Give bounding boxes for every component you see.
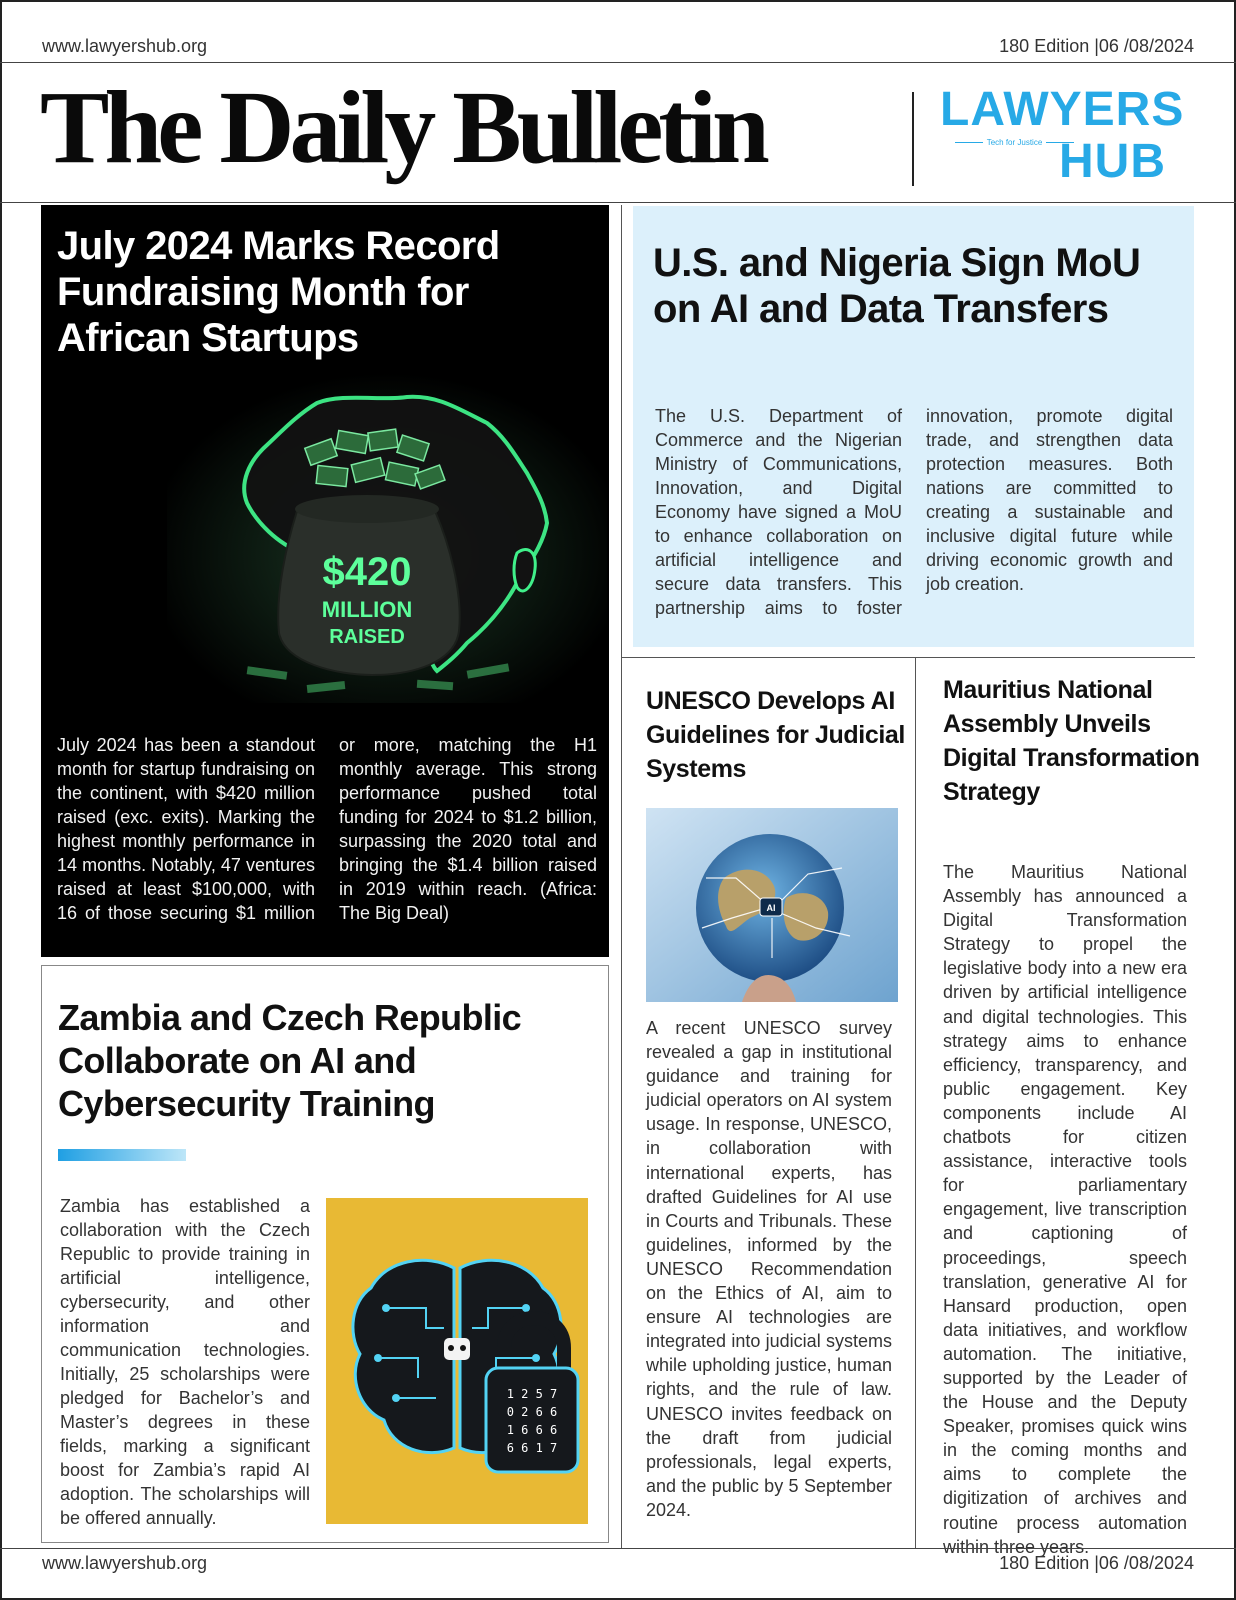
image-raised-text: RAISED: [329, 626, 405, 648]
lock-digits-row-4: 6 6 1 7: [506, 1441, 558, 1455]
article-headline: U.S. and Nigeria Sign MoU on AI and Data Transfers: [653, 241, 1141, 331]
article-headline: UNESCO Develops AI Guidelines for Judicial Systems: [646, 687, 905, 783]
globe-ai-chip-text: AI: [766, 903, 776, 913]
article-headline: Mauritius National Assembly Unveils Digital Transformation Strategy: [943, 676, 1200, 806]
column-divider-main: [621, 205, 622, 1548]
lock-digits-row-3: 1 6 6 6: [506, 1423, 558, 1437]
article-body: A recent UNESCO survey revealed a gap in institutional guidance and training for judicial operators on AI system usage. In response, UNESCO, in collaboration with international experts, has drafted Guidelines for AI use in Courts and Tribunals. These guidelines, informed by the UNESCO Recommendation on the Ethics of AI, aim to ensure AI technologies are integrated into judicial systems while upholding justice, human rights, and the rule of law. UNESCO invites feedback on the draft from judicial professionals, legal experts, and the public by 5 September 2024.: [646, 1018, 892, 1520]
footer-rule: [0, 1548, 1236, 1549]
article-july-fundraising: [41, 205, 609, 957]
section-divider-right: [621, 657, 1195, 658]
footer-edition: 180 Edition |06 /08/2024: [999, 1553, 1194, 1573]
footer-website-link[interactable]: www.lawyershub.org: [42, 1553, 208, 1573]
ai-brain-lock-image: [326, 1198, 588, 1524]
logo-tagline: Tech for Justice: [942, 138, 1087, 147]
footer-info-bar: [42, 1553, 1194, 1579]
lock-digits-row-2: 0 2 6 6: [506, 1405, 558, 1419]
masthead-title: The Daily Bulletin: [40, 70, 765, 185]
article-us-nigeria-mou: [633, 206, 1194, 647]
lawyers-hub-logo: [940, 83, 1185, 188]
article-zambia-czech: [41, 965, 609, 1543]
top-info-bar: [42, 36, 1194, 62]
header-edition: 180 Edition |06 /08/2024: [999, 36, 1194, 56]
masthead-rule: [0, 202, 1236, 203]
article-headline: July 2024 Marks Record Fundraising Month for African Startups: [57, 224, 500, 360]
article-headline: Zambia and Czech Republic Collaborate on AI and Cybersecurity Training: [58, 997, 522, 1124]
image-amount-text: $420: [322, 550, 412, 594]
article-body: The U.S. Department of Commerce and the Nigerian Ministry of Communications, Innovation, and Digital Economy have signed a MoU to enhance collaboration on artificial intelligence and secure data transfers. This partnership aims to foster innovation, promote digital trade, and strengthen data protection measures. Both nations are committed to creating a sustainable and inclusive digital future while driving economic growth and job creation.: [655, 406, 1173, 618]
column-divider-right: [915, 657, 916, 1548]
article-body: The Mauritius National Assembly has announced a Digital Transformation Strategy to propel the legislative body into a new era driven by artificial intelligence and digital technologies. This strategy aims to enhance efficiency, transparency, and public engagement. Key components include AI chatbots for citizen assistance, interactive tools for parliamentary engagement, live transcription and captioning of proceedings, speech translation, generative AI for Hansard production, open data initiatives, and workflow automation. The initiative, supported by the Leader of the House and the Deputy Speaker, promises quick wins in the coming months and aims to complete the digitization of archives and routine process automation within three years.: [943, 862, 1187, 1557]
article-body: July 2024 has been a standout month for startup fundraising on the continent, with $420 million raised (exc. exits). Marking the highest monthly performance in 14 months. Notably, 47 ventures raised at least $100,000, with 16 of those securing $1 million or more, matching the H1 monthly average. This strong performance pushed total funding for 2024 to $1.2 billion, surpassing the 2020 total and bringing the $1.4 billion raised in 2019 within reach. (Africa: The Big Deal): [57, 735, 597, 923]
accent-bar: [58, 1149, 186, 1161]
logo-word-top: LAWYERS: [940, 83, 1185, 136]
ai-globe-image: [646, 808, 898, 1002]
africa-money-bag-image: [167, 373, 607, 703]
header-website-link[interactable]: www.lawyershub.org: [42, 36, 208, 56]
header-rule: [0, 62, 1236, 63]
lock-digits-row-1: 1 2 5 7: [506, 1387, 558, 1401]
logo-word-bottom: HUB: [1059, 135, 1166, 188]
masthead-divider: [912, 92, 914, 186]
image-million-text: MILLION: [321, 597, 413, 622]
article-body: Zambia has established a collaboration with the Czech Republic to provide training in artificial intelligence, cybersecurity, and other information and communication technologies. Initially, 25 scholarships were pledged for Bachelor’s and Master’s degrees in these fields, marking a significant boost for Zambia’s rapid AI adoption. The scholarships will be offered annually.: [60, 1196, 310, 1528]
